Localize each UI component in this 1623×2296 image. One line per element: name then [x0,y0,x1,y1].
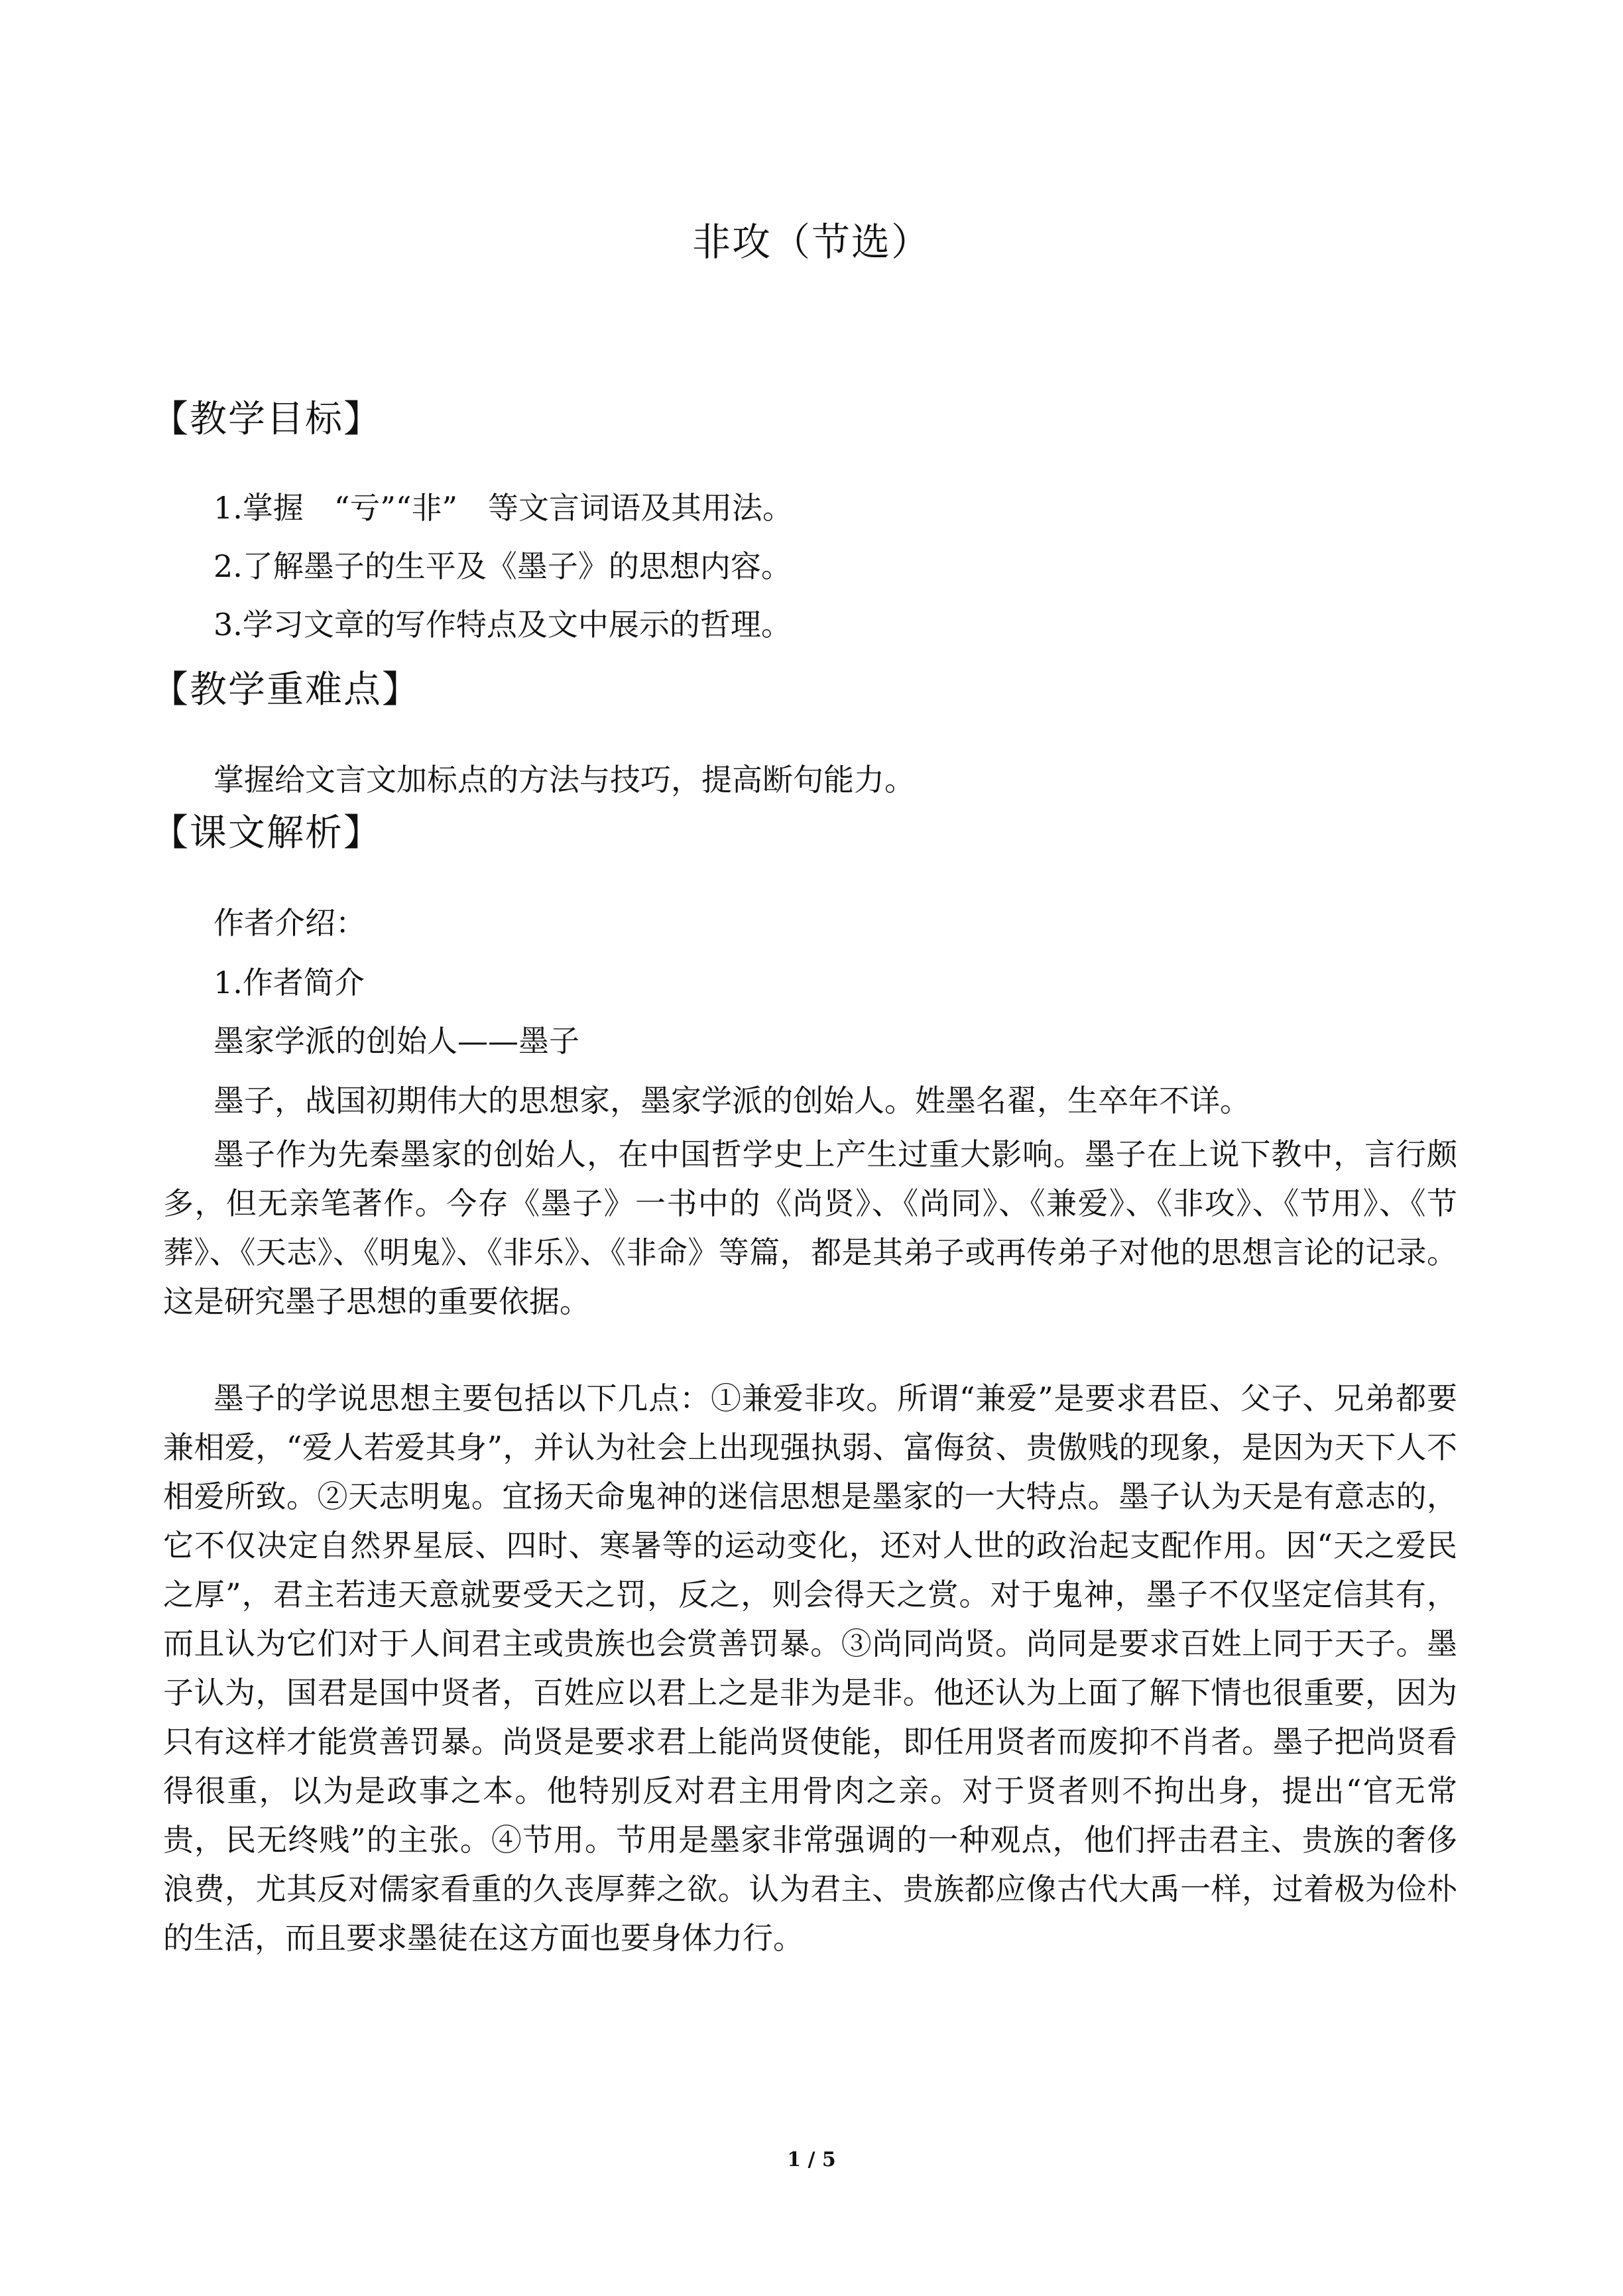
author-intro-label: 作者介绍： [213,905,366,941]
heading-teaching-goals: 【教学目标】 [151,398,382,441]
key-points-text: 掌握给文言文加标点的方法与技巧，提高断句能力。 [213,762,915,798]
author-summary: 墨子，战国初期伟大的思想家，墨家学派的创始人。姓墨名翟，生卒年不详。 [213,1083,1250,1118]
author-subtitle: 墨家学派的创始人——墨子 [213,1023,579,1059]
paragraph-mozi-thought: 墨子的学说思想主要包括以下几点：①兼爱非攻。所谓“兼爱”是要求君臣、父子、兄弟都要兼相爱，“爱人若爱其身”，并认为社会上出现强执弱、富侮贫、贵傲贱的现象，是因为天下人不相爱所致。②天志明鬼。宜扬天命鬼神的迷信思想是墨家的一大特点。墨子认为天是有意志的，它不仅决定自然界星辰、四时、寒暑等的运动变化，还对人世的政治起支配作用。因“天之爱民之厚”，君主若违天意就要受天之罚，反之，则会得天之赏。对于鬼神，墨子不仅坚定信其有，而且认为它们对于人间君主或贵族也会赏善罚暴。③尚同尚贤。尚同是要求百姓上同于天子。墨子认为，国君是国中贤者，百姓应以君上之是非为是非。他还认为上面了解下情也很重要，因为只有这样才能赏善罚暴。尚贤是要求君上能尚贤使能，即任用贤者而废抑不肖者。墨子把尚贤看得很重，以为是政事之本。他特别反对君主用骨肉之亲。对于贤者则不拘出身，提出“官无常贵，民无终贱”的主张。④节用。节用是墨家非常强调的一种观点，他们抨击君主、贵族的奢侈浪费，尤其反对儒家看重的久丧厚葬之欲。认为君主、贵族都应像古代大禹一样，过着极为俭朴的生活，而且要求墨徒在这方面也要身体力行。 [163,1380,1457,1956]
goal-item: 1.掌握 “亏”“非” 等文言词语及其用法。 [213,490,793,526]
goal-item: 3.学习文章的写作特点及文中展示的哲理。 [213,607,792,642]
paragraph-mozi-influence: 墨子作为先秦墨家的创始人，在中国哲学史上产生过重大影响。墨子在上说下教中，言行颇多，但无亲笔著作。今存《墨子》一书中的《尚贤》、《尚同》、《兼爱》、《非攻》、《节用》、《节葬》、《天志》、《明鬼》、《非乐》、《非命》等篇，都是其弟子或再传弟子对他的思想言论的记录。这是研究墨子思想的重要依据。 [163,1136,1457,1319]
goal-item: 2.了解墨子的生平及《墨子》的思想内容。 [213,548,792,584]
author-bio-label: 1.作者简介 [213,965,365,1000]
heading-text-analysis: 【课文解析】 [151,812,382,855]
page-number: 1 / 5 [787,2148,836,2171]
heading-key-points: 【教学重难点】 [151,668,420,711]
document-title: 非攻（节选） [691,219,931,265]
